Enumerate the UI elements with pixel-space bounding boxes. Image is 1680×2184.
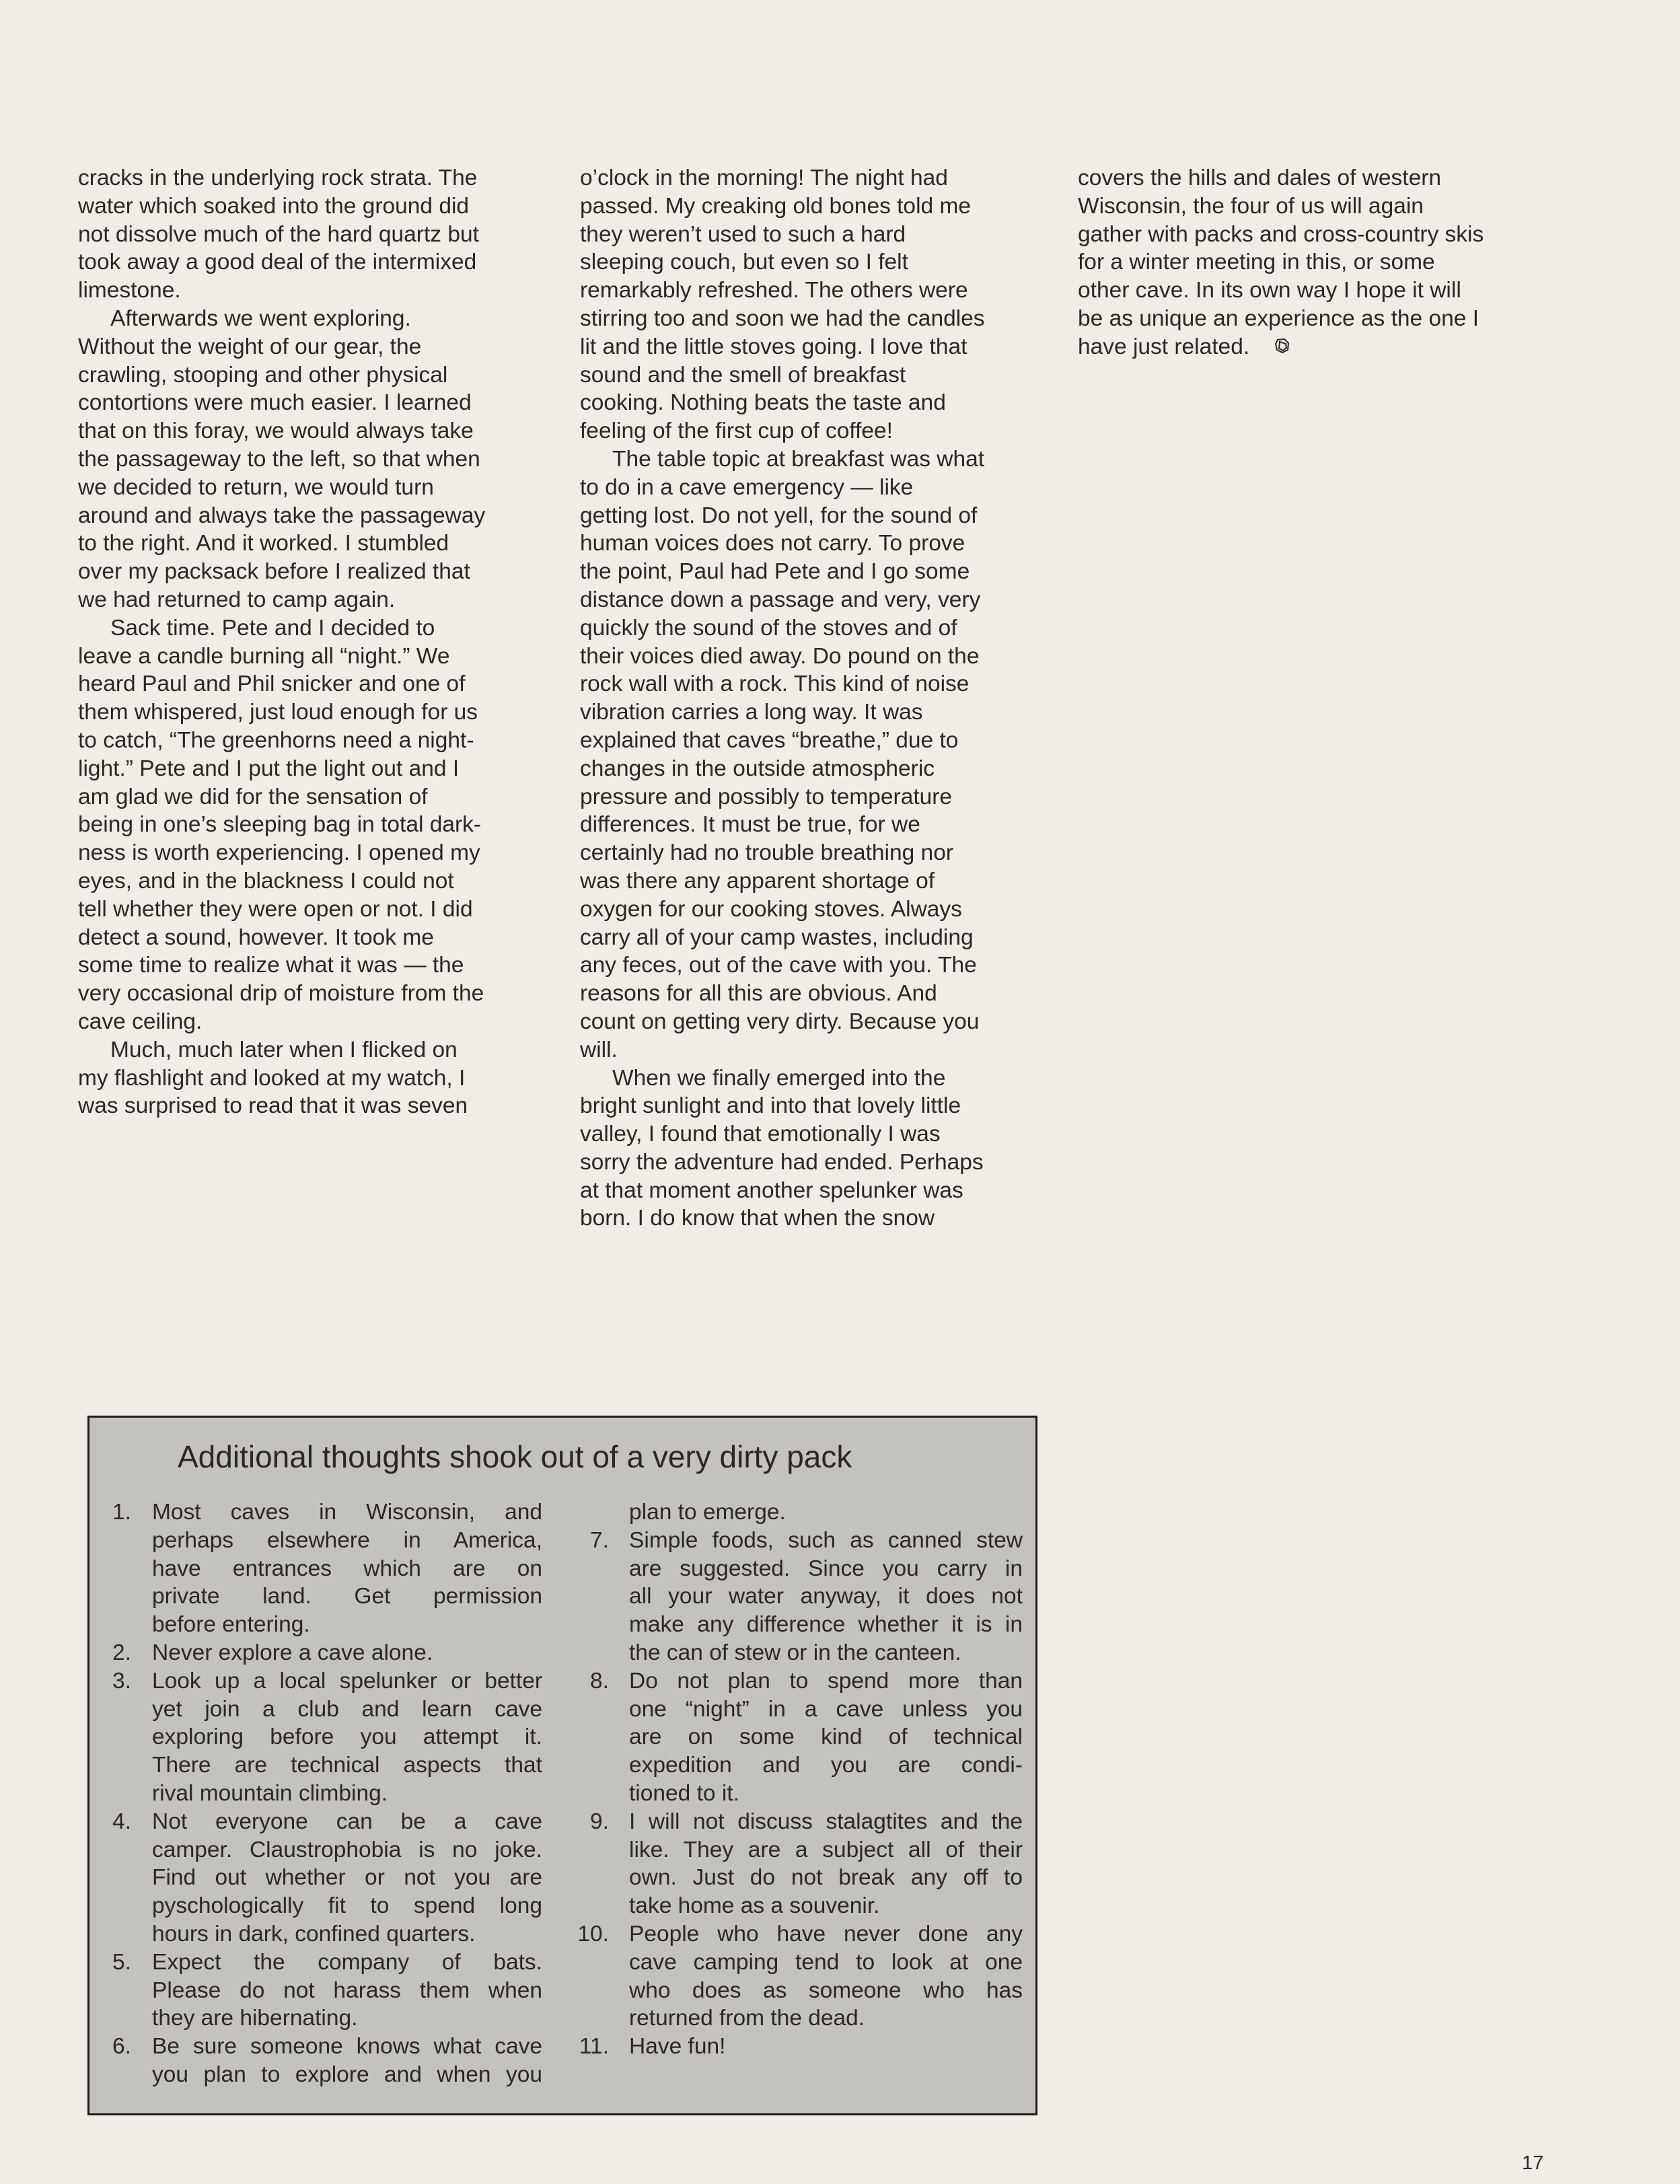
article-line: differences. It must be true, for we <box>580 812 920 838</box>
article-line: for a winter meeting in this, or some <box>1078 250 1435 275</box>
article-line: my flashlight and looked at my watch, I <box>78 1065 466 1091</box>
list-number: 9. <box>590 1809 609 1834</box>
article-line: Much, much later when I flicked on <box>110 1037 458 1062</box>
sidebar-title: Additional thoughts shook out of a very dirty pack <box>178 1439 852 1474</box>
article-line: their voices died away. Do pound on the <box>580 643 980 669</box>
list-text: camper. Claustrophobia is no joke. <box>152 1837 542 1862</box>
list-text: before entering. <box>152 1612 310 1638</box>
list-number: 11. <box>579 2034 609 2060</box>
article-line: The table topic at breakfast was what <box>612 446 985 472</box>
article-line: any feces, out of the cave with you. The <box>580 953 977 978</box>
article-line: we decided to return, we would turn <box>78 474 434 500</box>
list-text: expedition and you are condi- <box>629 1753 1023 1778</box>
list-text: Simple foods, such as canned stew <box>629 1527 1023 1553</box>
article-line: lit and the little stoves going. I love that <box>580 334 967 359</box>
list-text: who does as someone who has <box>629 1977 1023 2003</box>
list-number: 4. <box>112 1809 131 1834</box>
article-line: cave ceiling. <box>78 1009 203 1034</box>
article-line: o’clock in the morning! The night had <box>580 166 948 190</box>
list-number: 5. <box>112 1949 131 1975</box>
article-line: to do in a cave emergency — like <box>580 474 914 500</box>
list-text: take home as a souvenir. <box>629 1893 880 1919</box>
list-number: 3. <box>112 1668 131 1694</box>
article-line: very occasional drip of moisture from the <box>78 981 484 1007</box>
article-line: pressure and possibly to temperature <box>580 784 953 809</box>
article-line: distance down a passage and very, very <box>580 587 981 612</box>
list-text: yet join a club and learn cave <box>152 1696 542 1722</box>
article-line: getting lost. Do not yell, for the sound of <box>580 503 978 528</box>
list-text: are on some kind of technical <box>629 1724 1023 1750</box>
list-text: cave camping tend to look at one <box>629 1949 1023 1975</box>
list-text: I will not discuss stalagtites and the <box>629 1809 1023 1834</box>
list-text: one “night” in a cave unless you <box>629 1696 1023 1722</box>
list-text: Please do not harass them when <box>152 1977 542 2003</box>
article-line: tell whether they were open or not. I did <box>78 896 473 922</box>
article-line: carry all of your camp wastes, including <box>580 924 974 950</box>
article-line: limestone. <box>78 278 181 303</box>
list-text: returned from the dead. <box>629 2006 865 2031</box>
article-line: the point, Paul had Pete and I go some <box>580 559 970 585</box>
article-column-3 <box>1078 164 1484 362</box>
list-text: they are hibernating. <box>152 2006 358 2031</box>
article-line: light.” Pete and I put the light out and I <box>78 756 460 781</box>
article-line: have just related. <box>1078 333 1484 362</box>
article-line: over my packsack before I realized that <box>78 559 470 585</box>
article-column-2 <box>580 164 985 1233</box>
article-line: vibration carries a long way. It was <box>580 700 923 725</box>
article-line: contortions were much easier. I learned <box>78 390 472 416</box>
list-number: 2. <box>112 1640 131 1665</box>
article-line: sound and the smell of breakfast <box>580 362 906 388</box>
article-line: not dissolve much of the hard quartz but <box>78 221 479 247</box>
article-line: the passageway to the left, so that when <box>78 446 480 472</box>
list-text: plan to emerge. <box>629 1500 786 1525</box>
list-text: Expect the company of bats. <box>152 1949 542 1975</box>
article-column-1 <box>78 164 485 1120</box>
page-number: 17 <box>1522 2152 1544 2174</box>
article-line: crawling, stooping and other physical <box>78 362 448 388</box>
article-line: was surprised to read that it was seven <box>78 1093 468 1119</box>
article-line: them whispered, just loud enough for us <box>78 700 478 725</box>
list-number: 10. <box>577 1921 609 1946</box>
article-line: valley, I found that emotionally I was <box>580 1122 941 1147</box>
article-line: stirring too and soon we had the candles <box>580 305 985 331</box>
list-text: are suggested. Since you carry in <box>629 1556 1023 1581</box>
article-line: gather with packs and cross-country skis <box>1078 221 1484 247</box>
article-line: other cave. In its own way I hope it will <box>1078 278 1461 303</box>
list-text: Never explore a cave alone. <box>152 1640 433 1665</box>
list-text: Most caves in Wisconsin, and <box>152 1500 542 1525</box>
list-text: own. Just do not break any off to <box>629 1865 1023 1891</box>
list-text: rival mountain climbing. <box>152 1780 388 1806</box>
article-line: water which soaked into the ground did <box>78 193 470 219</box>
article-line: being in one’s sleeping bag in total dark- <box>78 812 482 838</box>
article-line: feeling of the first cup of coffee! <box>580 418 893 444</box>
article-line: rock wall with a rock. This kind of noise <box>580 671 970 697</box>
article-line: explained that caves “breathe,” due to <box>580 727 959 753</box>
list-text: Look up a local spelunker or better <box>152 1668 542 1694</box>
article-line: to the right. And it worked. I stumbled <box>78 531 449 556</box>
article-line: changes in the outside atmospheric <box>580 756 935 781</box>
article-line: bright sunlight and into that lovely little <box>580 1093 961 1119</box>
article-line: will. <box>580 1037 618 1062</box>
article-line: around and always take the passageway <box>78 503 486 528</box>
article-line: am glad we did for the sensation of <box>78 784 428 809</box>
list-text: the can of stew or in the canteen. <box>629 1640 961 1665</box>
article-line: detect a sound, however. It took me <box>78 924 434 950</box>
list-number: 1. <box>112 1500 131 1525</box>
end-of-article-icon <box>1274 334 1291 362</box>
article-line: Sack time. Pete and I decided to <box>110 615 435 641</box>
list-text: People who have never done any <box>629 1921 1023 1946</box>
article-line: quickly the sound of the stoves and of <box>580 615 957 641</box>
article-line: heard Paul and Phil snicker and one of <box>78 671 466 697</box>
article-line: Without the weight of our gear, the <box>78 334 422 359</box>
list-number: 6. <box>112 2034 131 2060</box>
article-line: eyes, and in the blackness I could not <box>78 868 454 894</box>
article-line: leave a candle burning all “night.” We <box>78 643 450 669</box>
list-text: make any difference whether it is in <box>629 1612 1023 1638</box>
article-line: sorry the adventure had ended. Perhaps <box>580 1149 984 1175</box>
article-line: sleeping couch, but even so I felt <box>580 250 908 275</box>
article-line: reasons for all this are obvious. And <box>580 981 937 1007</box>
article-line: to catch, “The greenhorns need a night- <box>78 727 474 753</box>
list-number: 8. <box>590 1668 609 1694</box>
article-line: remarkably refreshed. The others were <box>580 278 968 303</box>
article-line: Wisconsin, the four of us will again <box>1078 193 1424 219</box>
article-line: some time to realize what it was — the <box>78 953 464 978</box>
list-text: Be sure someone knows what cave <box>152 2034 542 2060</box>
article-line: be as unique an experience as the one I <box>1078 305 1479 331</box>
article-line: human voices does not carry. To prove <box>580 531 965 556</box>
list-text: exploring before you attempt it. <box>152 1724 542 1750</box>
list-text: tioned to it. <box>629 1780 739 1806</box>
list-number: 7. <box>590 1527 609 1553</box>
article-line: born. I do know that when the snow <box>580 1206 935 1231</box>
article-line: oxygen for our cooking stoves. Always <box>580 896 962 922</box>
list-text: Do not plan to spend more than <box>629 1668 1023 1694</box>
article-line: passed. My creaking old bones told me <box>580 193 971 219</box>
article-line: ness is worth experiencing. I opened my <box>78 840 480 866</box>
list-text: Not everyone can be a cave <box>152 1809 542 1834</box>
list-text: hours in dark, confined quarters. <box>152 1921 476 1946</box>
sidebar-box <box>87 1416 1037 2115</box>
list-text: like. They are a subject all of their <box>629 1837 1023 1862</box>
article-line: was there any apparent shortage of <box>580 868 935 894</box>
list-text: There are technical aspects that <box>152 1753 542 1778</box>
article-line: we had returned to camp again. <box>78 587 396 612</box>
article-line: took away a good deal of the intermixed <box>78 250 477 275</box>
list-text: you plan to explore and when you <box>152 2062 542 2087</box>
list-text: private land. Get permission <box>152 1584 542 1609</box>
list-text: all your water anyway, it does not <box>629 1584 1023 1609</box>
list-text: perhaps elsewhere in America, <box>152 1527 542 1553</box>
article-line: covers the hills and dales of western <box>1078 166 1442 190</box>
article-line: When we finally emerged into the <box>612 1065 946 1091</box>
list-text: Have fun! <box>629 2034 726 2060</box>
article-line: certainly had no trouble breathing nor <box>580 840 953 866</box>
list-text: have entrances which are on <box>152 1556 542 1581</box>
article-line: count on getting very dirty. Because you <box>580 1009 980 1034</box>
article-line: Afterwards we went exploring. <box>110 305 411 331</box>
article-line: cracks in the underlying rock strata. The <box>78 166 478 190</box>
article-line: that on this foray, we would always take <box>78 418 474 444</box>
list-text: pyschologically fit to spend long <box>152 1893 542 1919</box>
article-line: they weren’t used to such a hard <box>580 221 906 247</box>
article-line: cooking. Nothing beats the taste and <box>580 390 946 416</box>
article-line: at that moment another spelunker was <box>580 1177 963 1203</box>
list-text: Find out whether or not you are <box>152 1865 542 1891</box>
